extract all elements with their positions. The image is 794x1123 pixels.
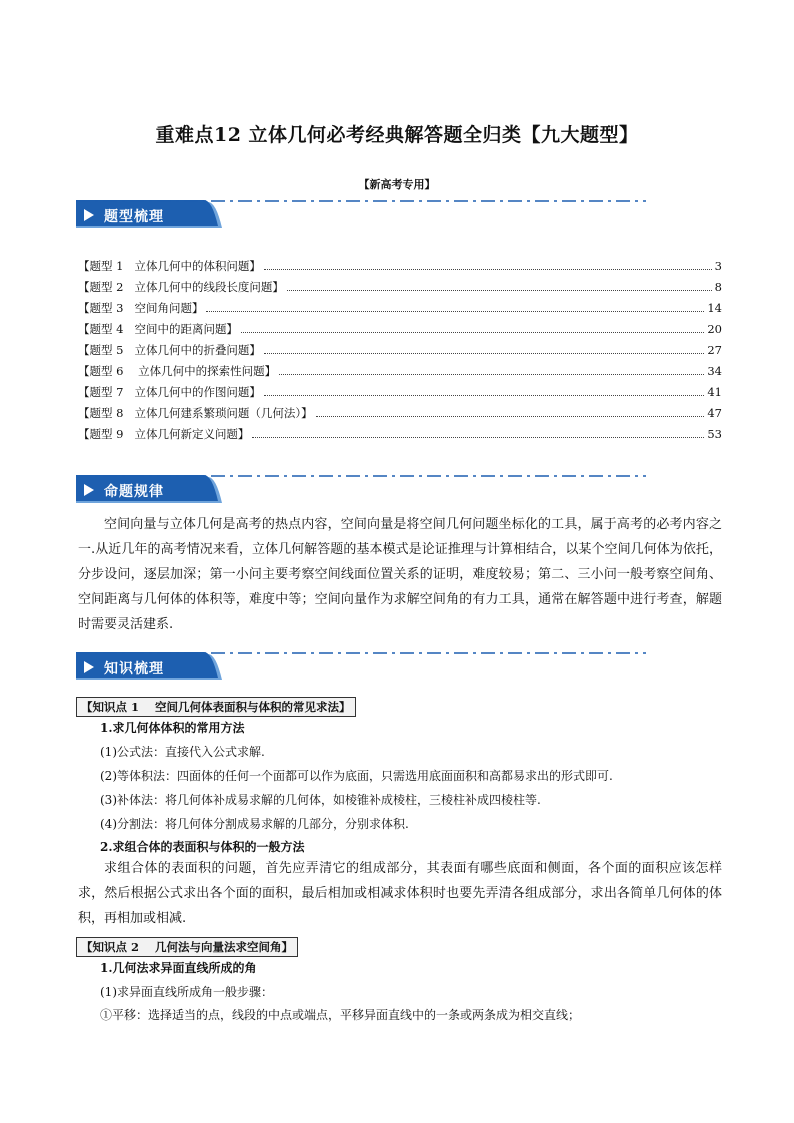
toc-item[interactable] [78, 363, 722, 384]
toc-item[interactable] [78, 405, 722, 426]
kp-paragraph: 求组合体的表面积的问题，首先应弄清它的组成部分，其表面有哪些底面和侧面，各个面的面积应该怎样求，然后根据公式求出各个面的面积，最后相加或相减求体积时也要先弄清各组成部分，求出各简单几何体的体积，再相加或相减. [78, 861, 722, 926]
toc-item[interactable] [78, 342, 722, 363]
section-title: 命题规律 [104, 484, 164, 500]
play-arrow-icon [84, 209, 94, 221]
kp-line: (1)求异面直线所成角一般步骤： [100, 985, 273, 999]
toc-label: 【题型 6 立体几何中的探索性问题】 [78, 364, 277, 378]
toc-page-number: 53 [707, 427, 722, 441]
dash-divider [76, 200, 646, 202]
section-header-knowledge [76, 652, 726, 682]
toc-item[interactable] [78, 300, 722, 321]
toc-label: 【题型 5 立体几何中的折叠问题】 [78, 343, 261, 357]
toc-page-number: 3 [714, 259, 722, 273]
section-title: 题型梳理 [104, 209, 164, 225]
toc-leader [287, 280, 712, 291]
toc-leader [264, 385, 704, 396]
kp-heading: 1.几何法求异面直线所成的角 [100, 961, 257, 975]
play-arrow-icon [84, 484, 94, 496]
toc-page-number: 14 [707, 301, 722, 315]
toc-page-number: 34 [707, 364, 722, 378]
toc-item[interactable] [78, 279, 722, 300]
kp-line: ①平移：选择适当的点，线段的中点或端点，平移异面直线中的一条或两条成为相交直线； [100, 1008, 581, 1022]
toc-page-number: 8 [714, 280, 722, 294]
document-subtitle: 【新高考专用】 [358, 178, 436, 191]
toc-page-number: 47 [707, 406, 722, 420]
kp-line: (2)等体积法：四面体的任何一个面都可以作为底面，只需选用底面面积和高都易求出的形式即可. [100, 769, 613, 783]
play-arrow-icon [84, 661, 94, 673]
table-of-contents [78, 258, 722, 447]
kp-line: (4)分割法：将几何体分割成易求解的几部分，分别求体积. [100, 817, 409, 831]
toc-leader [241, 322, 704, 333]
toc-label: 【题型 1 立体几何中的体积问题】 [78, 259, 261, 273]
law-paragraph: 空间向量与立体几何是高考的热点内容，空间向量是将空间几何问题坐标化的工具，属于高考的必考内容之一.从近几年的高考情况来看，立体几何解答题的基本模式是论证推理与计算相结合，以某个空间几何体为依托，分步设问，逐层加深；第一小问主要考察空间线面位置关系的证明，难度较易；第二、三小问一般考察空间角、空间距离与几何体的体积等，难度中等；空间向量作为求解空间角的有力工具，通常在解答题中进行考查，解题时需要灵活建系. [78, 517, 722, 632]
toc-leader [279, 364, 704, 375]
toc-leader [316, 406, 705, 417]
toc-leader [264, 259, 712, 270]
toc-label: 【题型 3 空间角问题】 [78, 301, 204, 315]
toc-item[interactable] [78, 384, 722, 405]
toc-leader [206, 301, 704, 312]
kp-line: (1)公式法：直接代入公式求解. [100, 745, 265, 759]
toc-item[interactable] [78, 426, 722, 447]
section-header-law [76, 475, 726, 505]
toc-leader [252, 427, 704, 438]
toc-label: 【题型 2 立体几何中的线段长度问题】 [78, 280, 284, 294]
toc-leader [264, 343, 704, 354]
section-title: 知识梳理 [104, 661, 164, 677]
toc-item[interactable] [78, 258, 722, 279]
toc-page-number: 41 [707, 385, 722, 399]
kp-line: (3)补体法：将几何体补成易求解的几何体，如棱锥补成棱柱，三棱柱补成四棱柱等. [100, 793, 541, 807]
knowledge-point-box: 【知识点 1 空间几何体表面积与体积的常见求法】 [76, 697, 356, 717]
document-title: 重难点12 立体几何必考经典解答题全归类【九大题型】 [155, 124, 639, 146]
section-header-topics [76, 200, 726, 230]
toc-page-number: 20 [707, 322, 722, 336]
dash-divider [76, 475, 646, 477]
toc-page-number: 27 [707, 343, 722, 357]
kp-heading: 2.求组合体的表面积与体积的一般方法 [100, 840, 305, 854]
toc-label: 【题型 4 空间中的距离问题】 [78, 322, 238, 336]
toc-label: 【题型 7 立体几何中的作图问题】 [78, 385, 261, 399]
toc-label: 【题型 8 立体几何建系繁琐问题（几何法）】 [78, 406, 313, 420]
dash-divider [76, 652, 646, 654]
kp-heading: 1.求几何体体积的常用方法 [100, 721, 245, 735]
toc-label: 【题型 9 立体几何新定义问题】 [78, 427, 250, 441]
toc-item[interactable] [78, 321, 722, 342]
knowledge-point-box: 【知识点 2 几何法与向量法求空间角】 [76, 937, 298, 957]
